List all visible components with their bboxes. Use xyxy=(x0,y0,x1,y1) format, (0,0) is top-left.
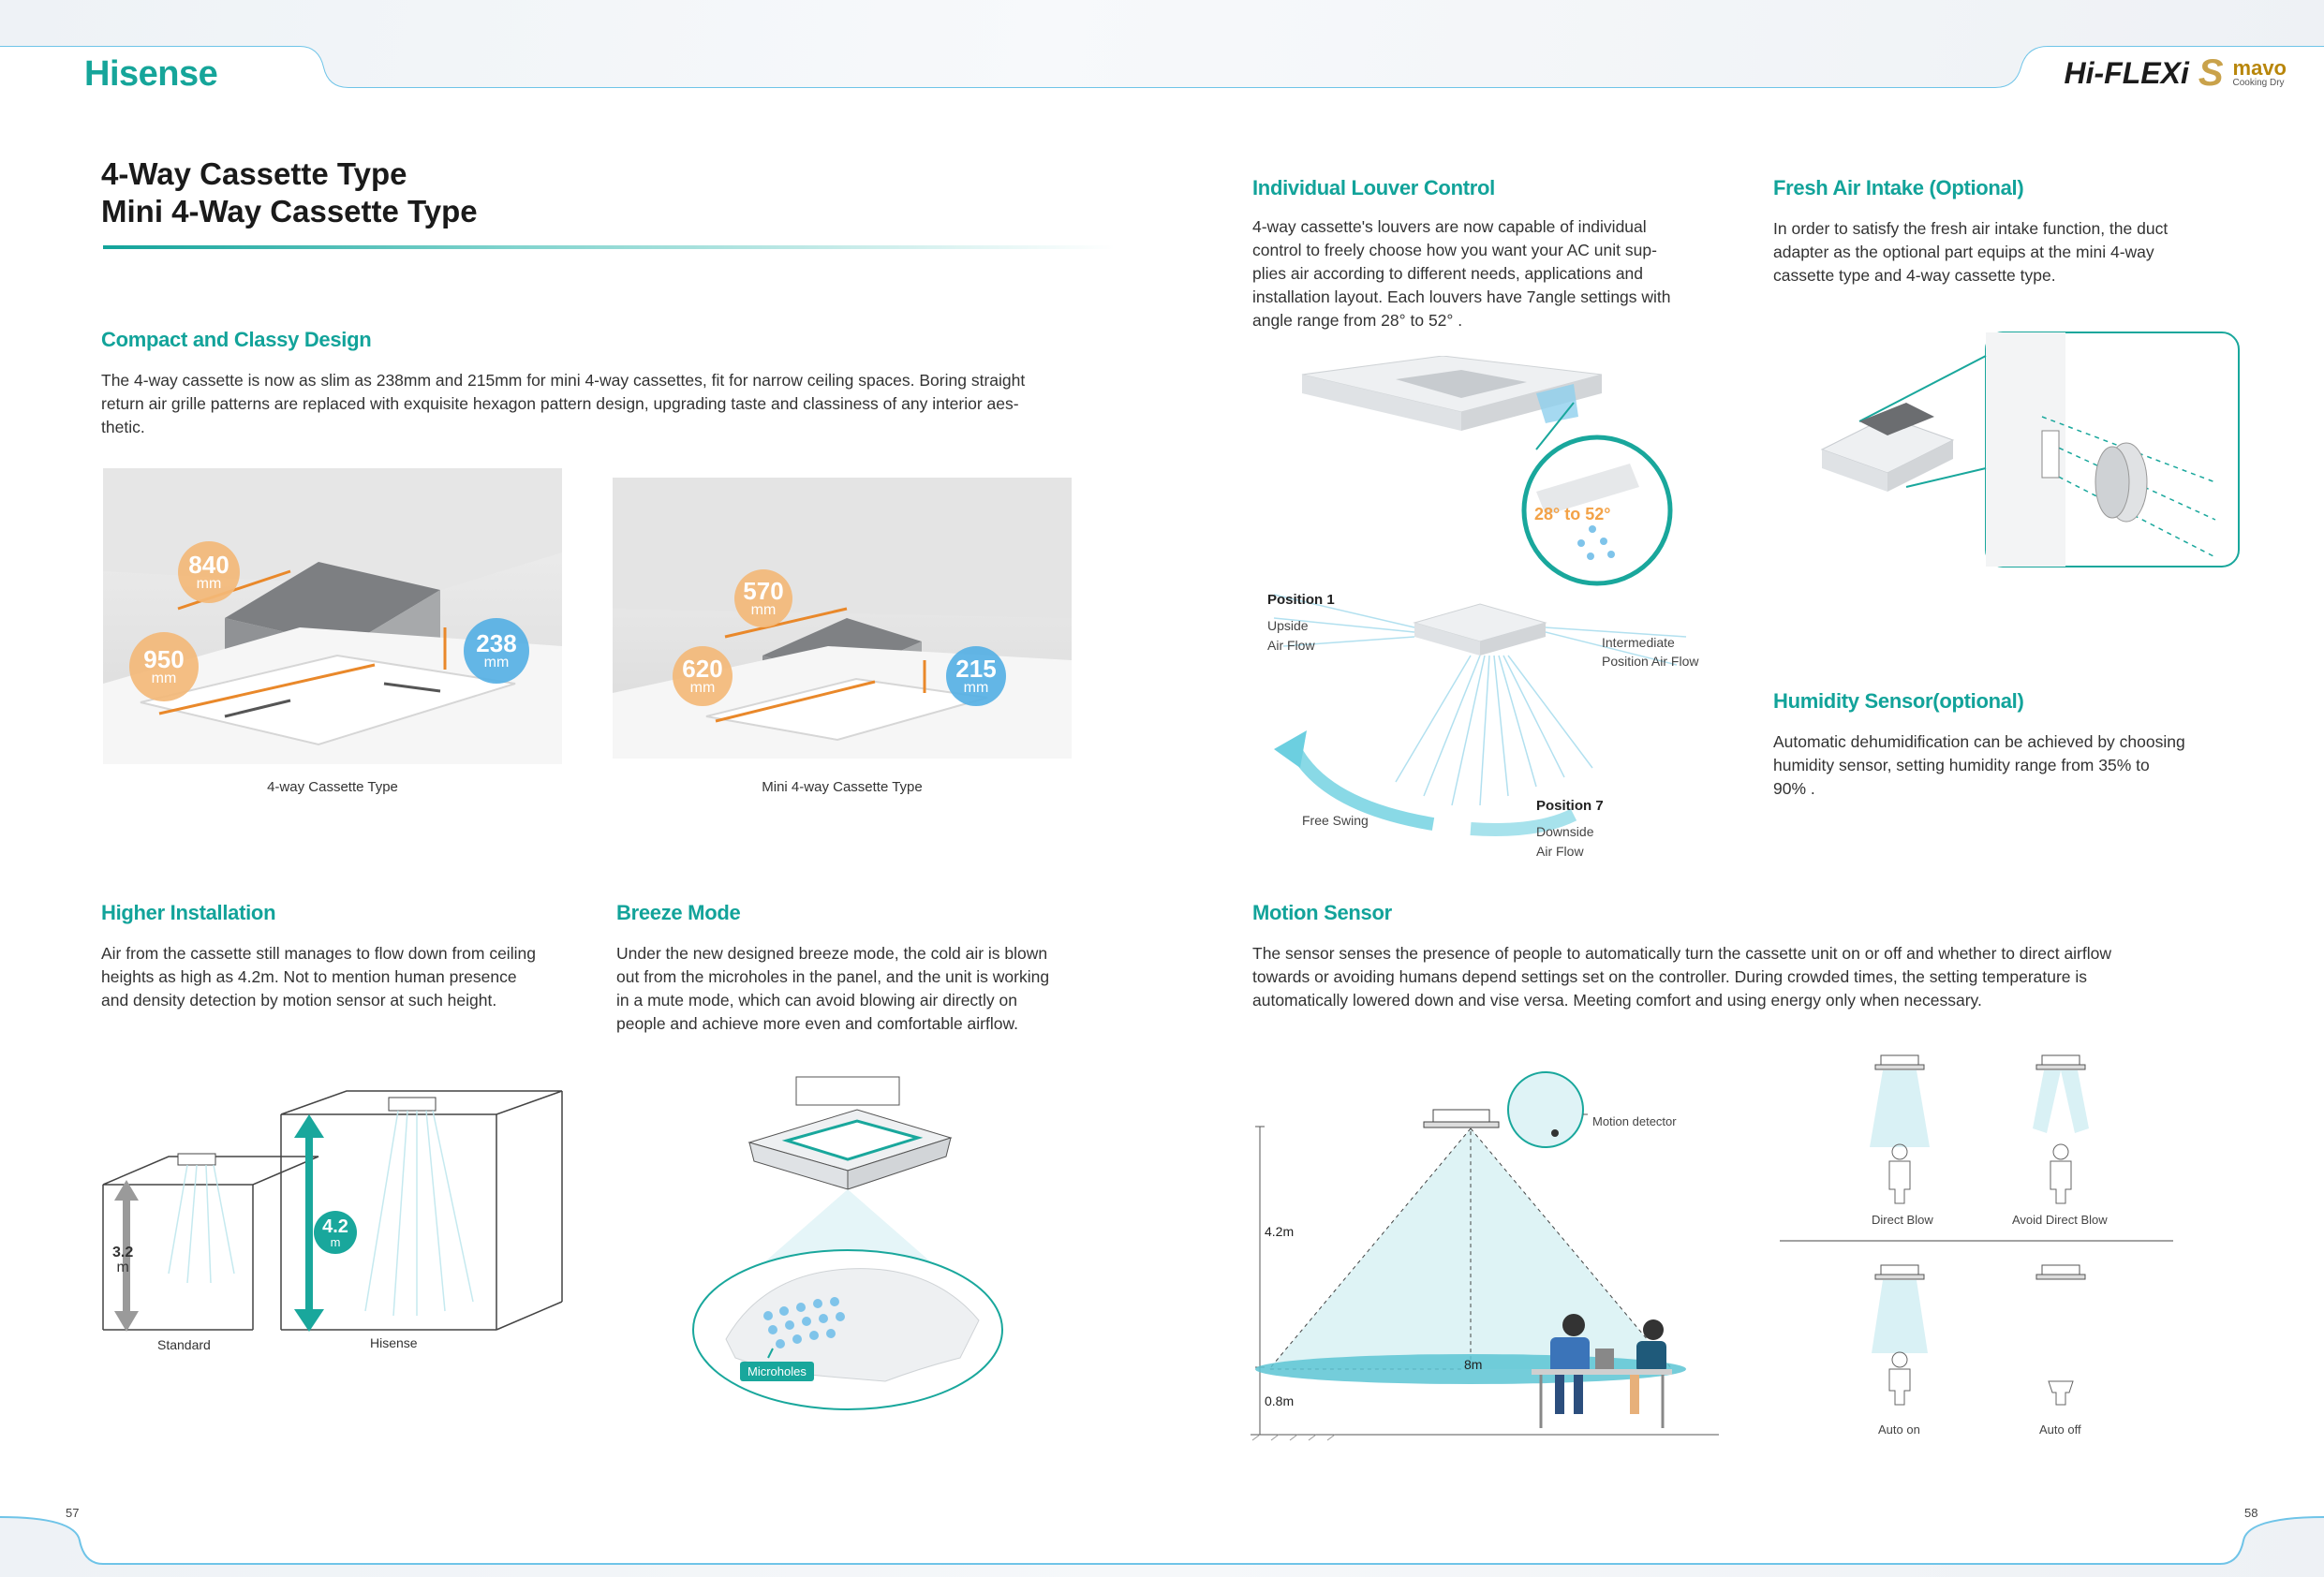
height-label: 4.2m xyxy=(1265,1224,1295,1239)
higher-line: and density detection by motion sensor at such height. xyxy=(101,991,497,1010)
range-label: 8m xyxy=(1464,1357,1483,1372)
dim-width-bubble xyxy=(178,541,240,603)
louver-line: plies air according to different needs, applications and xyxy=(1252,264,1644,283)
microholes-label: Microholes xyxy=(740,1362,814,1381)
breeze-diagram xyxy=(679,1058,1035,1414)
intermediate-label2: Position Air Flow xyxy=(1602,654,1699,669)
hisense-height-value: 4.2 xyxy=(322,1216,348,1237)
intermediate-label1: Intermediate xyxy=(1602,635,1675,650)
louver-line: control to freely choose how you want your AC unit sup- xyxy=(1252,241,1657,259)
dim-height-bubble xyxy=(464,618,529,684)
cassette-illustration xyxy=(103,468,562,764)
footer-band xyxy=(0,1489,2324,1577)
auto-on-label: Auto on xyxy=(1878,1422,1920,1437)
product-brand xyxy=(2065,54,2287,92)
hisense-height-bubble xyxy=(314,1211,357,1254)
higher-line: heights as high as 4.2m. Not to mention human presence xyxy=(101,967,517,986)
floor-height-label: 0.8m xyxy=(1265,1393,1295,1408)
caption-mini: Mini 4-way Cassette Type xyxy=(762,779,923,795)
position1-desc1: Upside xyxy=(1267,618,1309,633)
page-number-left: 57 xyxy=(66,1506,80,1520)
compact-line: return air grille patterns are replaced with exquisite hexagon pattern design, upgrading taste and classiness of any interior aes- xyxy=(101,394,1019,413)
dim-unit: mm xyxy=(750,602,777,618)
sub-brand xyxy=(2233,58,2287,88)
humidity-line: humidity sensor, setting humidity range from 35% to xyxy=(1773,756,2150,774)
avoid-direct-blow-label: Avoid Direct Blow xyxy=(2012,1213,2108,1227)
product-mark: S xyxy=(2198,52,2224,94)
dim-unit: mm xyxy=(483,655,510,671)
fresh-air-diagram xyxy=(1803,328,2243,571)
breeze-line: out from the microholes in the panel, and the unit is working xyxy=(616,967,1050,986)
fresh-air-heading: Fresh Air Intake (Optional) xyxy=(1773,176,2024,199)
title-underline xyxy=(103,245,1115,249)
direct-blow-label: Direct Blow xyxy=(1872,1213,1933,1227)
hisense-height-unit: m xyxy=(330,1234,341,1249)
higher-body xyxy=(101,942,588,1012)
motion-line: The sensor senses the presence of people to automatically turn the cassette unit on or off and whether to direct airflow xyxy=(1252,944,2112,963)
direct-blow-icon xyxy=(1870,1055,1930,1203)
dim-value: 238 xyxy=(476,629,517,657)
breeze-line: Under the new designed breeze mode, the cold air is blown xyxy=(616,944,1048,963)
humidity-line: Automatic dehumidification can be achieved by choosing xyxy=(1773,732,2185,751)
mini-cassette-illustration xyxy=(613,478,1072,759)
dim-width-bubble xyxy=(734,569,792,627)
fresh-air-line: In order to satisfy the fresh air intake function, the duct xyxy=(1773,219,2169,238)
motion-modes-diagram xyxy=(1780,1044,2192,1437)
louver-line: installation layout. Each louvers have 7angle settings with xyxy=(1252,287,1671,306)
louver-heading: Individual Louver Control xyxy=(1252,176,1495,199)
page-title-line1: 4-Way Cassette Type xyxy=(101,156,407,191)
page-title-line2: Mini 4-Way Cassette Type xyxy=(101,194,478,228)
page-title xyxy=(101,155,478,230)
dim-unit: mm xyxy=(196,576,222,592)
caption-4way: 4-way Cassette Type xyxy=(267,779,398,795)
breeze-line: in a mute mode, which can avoid blowing air directly on xyxy=(616,991,1017,1010)
angle-label: 28° to 52° xyxy=(1534,505,1611,523)
louver-line: 4-way cassette's louvers are now capable of individual xyxy=(1252,217,1647,236)
dim-unit: mm xyxy=(689,680,716,696)
dim-value: 620 xyxy=(682,655,723,683)
avoid-direct-blow-icon xyxy=(2033,1055,2089,1203)
louver-diagram xyxy=(1255,356,1695,871)
footer-swoosh xyxy=(0,1489,2324,1577)
dim-length-bubble xyxy=(129,632,199,701)
compact-line: thetic. xyxy=(101,418,145,436)
page-number-right: 58 xyxy=(2244,1506,2258,1520)
louver-body xyxy=(1252,215,1702,332)
header-swoosh xyxy=(0,45,2324,94)
louver-line: angle range from 28° to 52° . xyxy=(1252,311,1463,330)
product-photo-4way xyxy=(103,468,562,764)
motion-heading: Motion Sensor xyxy=(1252,901,1392,924)
standard-label: Standard xyxy=(157,1337,211,1352)
fresh-air-line: cassette type and 4-way cassette type. xyxy=(1773,266,2056,285)
higher-heading: Higher Installation xyxy=(101,901,276,924)
auto-on-icon xyxy=(1872,1265,1928,1405)
dim-height-bubble xyxy=(946,646,1006,706)
hisense-label: Hisense xyxy=(370,1335,418,1350)
breeze-body xyxy=(616,942,1094,1036)
standard-height-label xyxy=(112,1245,133,1275)
motion-body xyxy=(1252,942,2227,1012)
dim-unit: mm xyxy=(963,680,989,696)
motion-line: towards or avoiding humans depend settings set on the controller. During crowded times, the setting temperature is xyxy=(1252,967,2088,986)
compact-line: The 4-way cassette is now as slim as 238mm and 215mm for mini 4-way cassettes, fit for narrow ceiling spaces. Boring straight xyxy=(101,371,1026,390)
position7-title: Position 7 xyxy=(1536,798,1604,814)
dim-value: 215 xyxy=(955,655,997,683)
sub-brand-name: mavo xyxy=(2232,56,2287,80)
header-band xyxy=(0,0,2324,94)
free-swing-label: Free Swing xyxy=(1302,813,1369,828)
higher-line: Air from the cassette still manages to flow down from ceiling xyxy=(101,944,536,963)
humidity-heading: Humidity Sensor(optional) xyxy=(1773,689,2024,713)
product-name: Hi-FLEXi xyxy=(2064,55,2189,90)
auto-off-icon xyxy=(2036,1265,2085,1405)
hisense-logo: Hisense xyxy=(84,54,218,94)
breeze-line: people and achieve more even and comfortable airflow. xyxy=(616,1014,1019,1033)
dim-value: 570 xyxy=(743,577,784,605)
compact-body xyxy=(101,369,1094,439)
humidity-body xyxy=(1773,730,2242,801)
dim-length-bubble xyxy=(673,646,733,706)
fresh-air-line: adapter as the optional part equips at the mini 4-way xyxy=(1773,243,2154,261)
sub-brand-tagline: Cooking Dry xyxy=(2232,78,2285,88)
compact-heading: Compact and Classy Design xyxy=(101,328,372,351)
product-photo-mini xyxy=(613,478,1072,759)
position7-desc1: Downside xyxy=(1536,824,1594,839)
auto-off-label: Auto off xyxy=(2039,1422,2081,1437)
position1-title: Position 1 xyxy=(1267,592,1335,608)
fresh-air-body xyxy=(1773,217,2242,287)
humidity-line: 90% . xyxy=(1773,779,1815,798)
breeze-heading: Breeze Mode xyxy=(616,901,741,924)
motion-detector-label: Motion detector xyxy=(1592,1114,1677,1128)
standard-height-value: 3.2 xyxy=(112,1245,134,1260)
motion-line: automatically lowered down and vise versa. Meeting comfort and using energy only when necessary. xyxy=(1252,991,1982,1010)
dim-value: 950 xyxy=(143,645,185,673)
position1-desc2: Air Flow xyxy=(1267,638,1315,653)
dim-unit: mm xyxy=(151,671,177,686)
dim-value: 840 xyxy=(188,551,229,579)
standard-height-unit: m xyxy=(116,1260,129,1275)
position7-desc2: Air Flow xyxy=(1536,844,1584,859)
